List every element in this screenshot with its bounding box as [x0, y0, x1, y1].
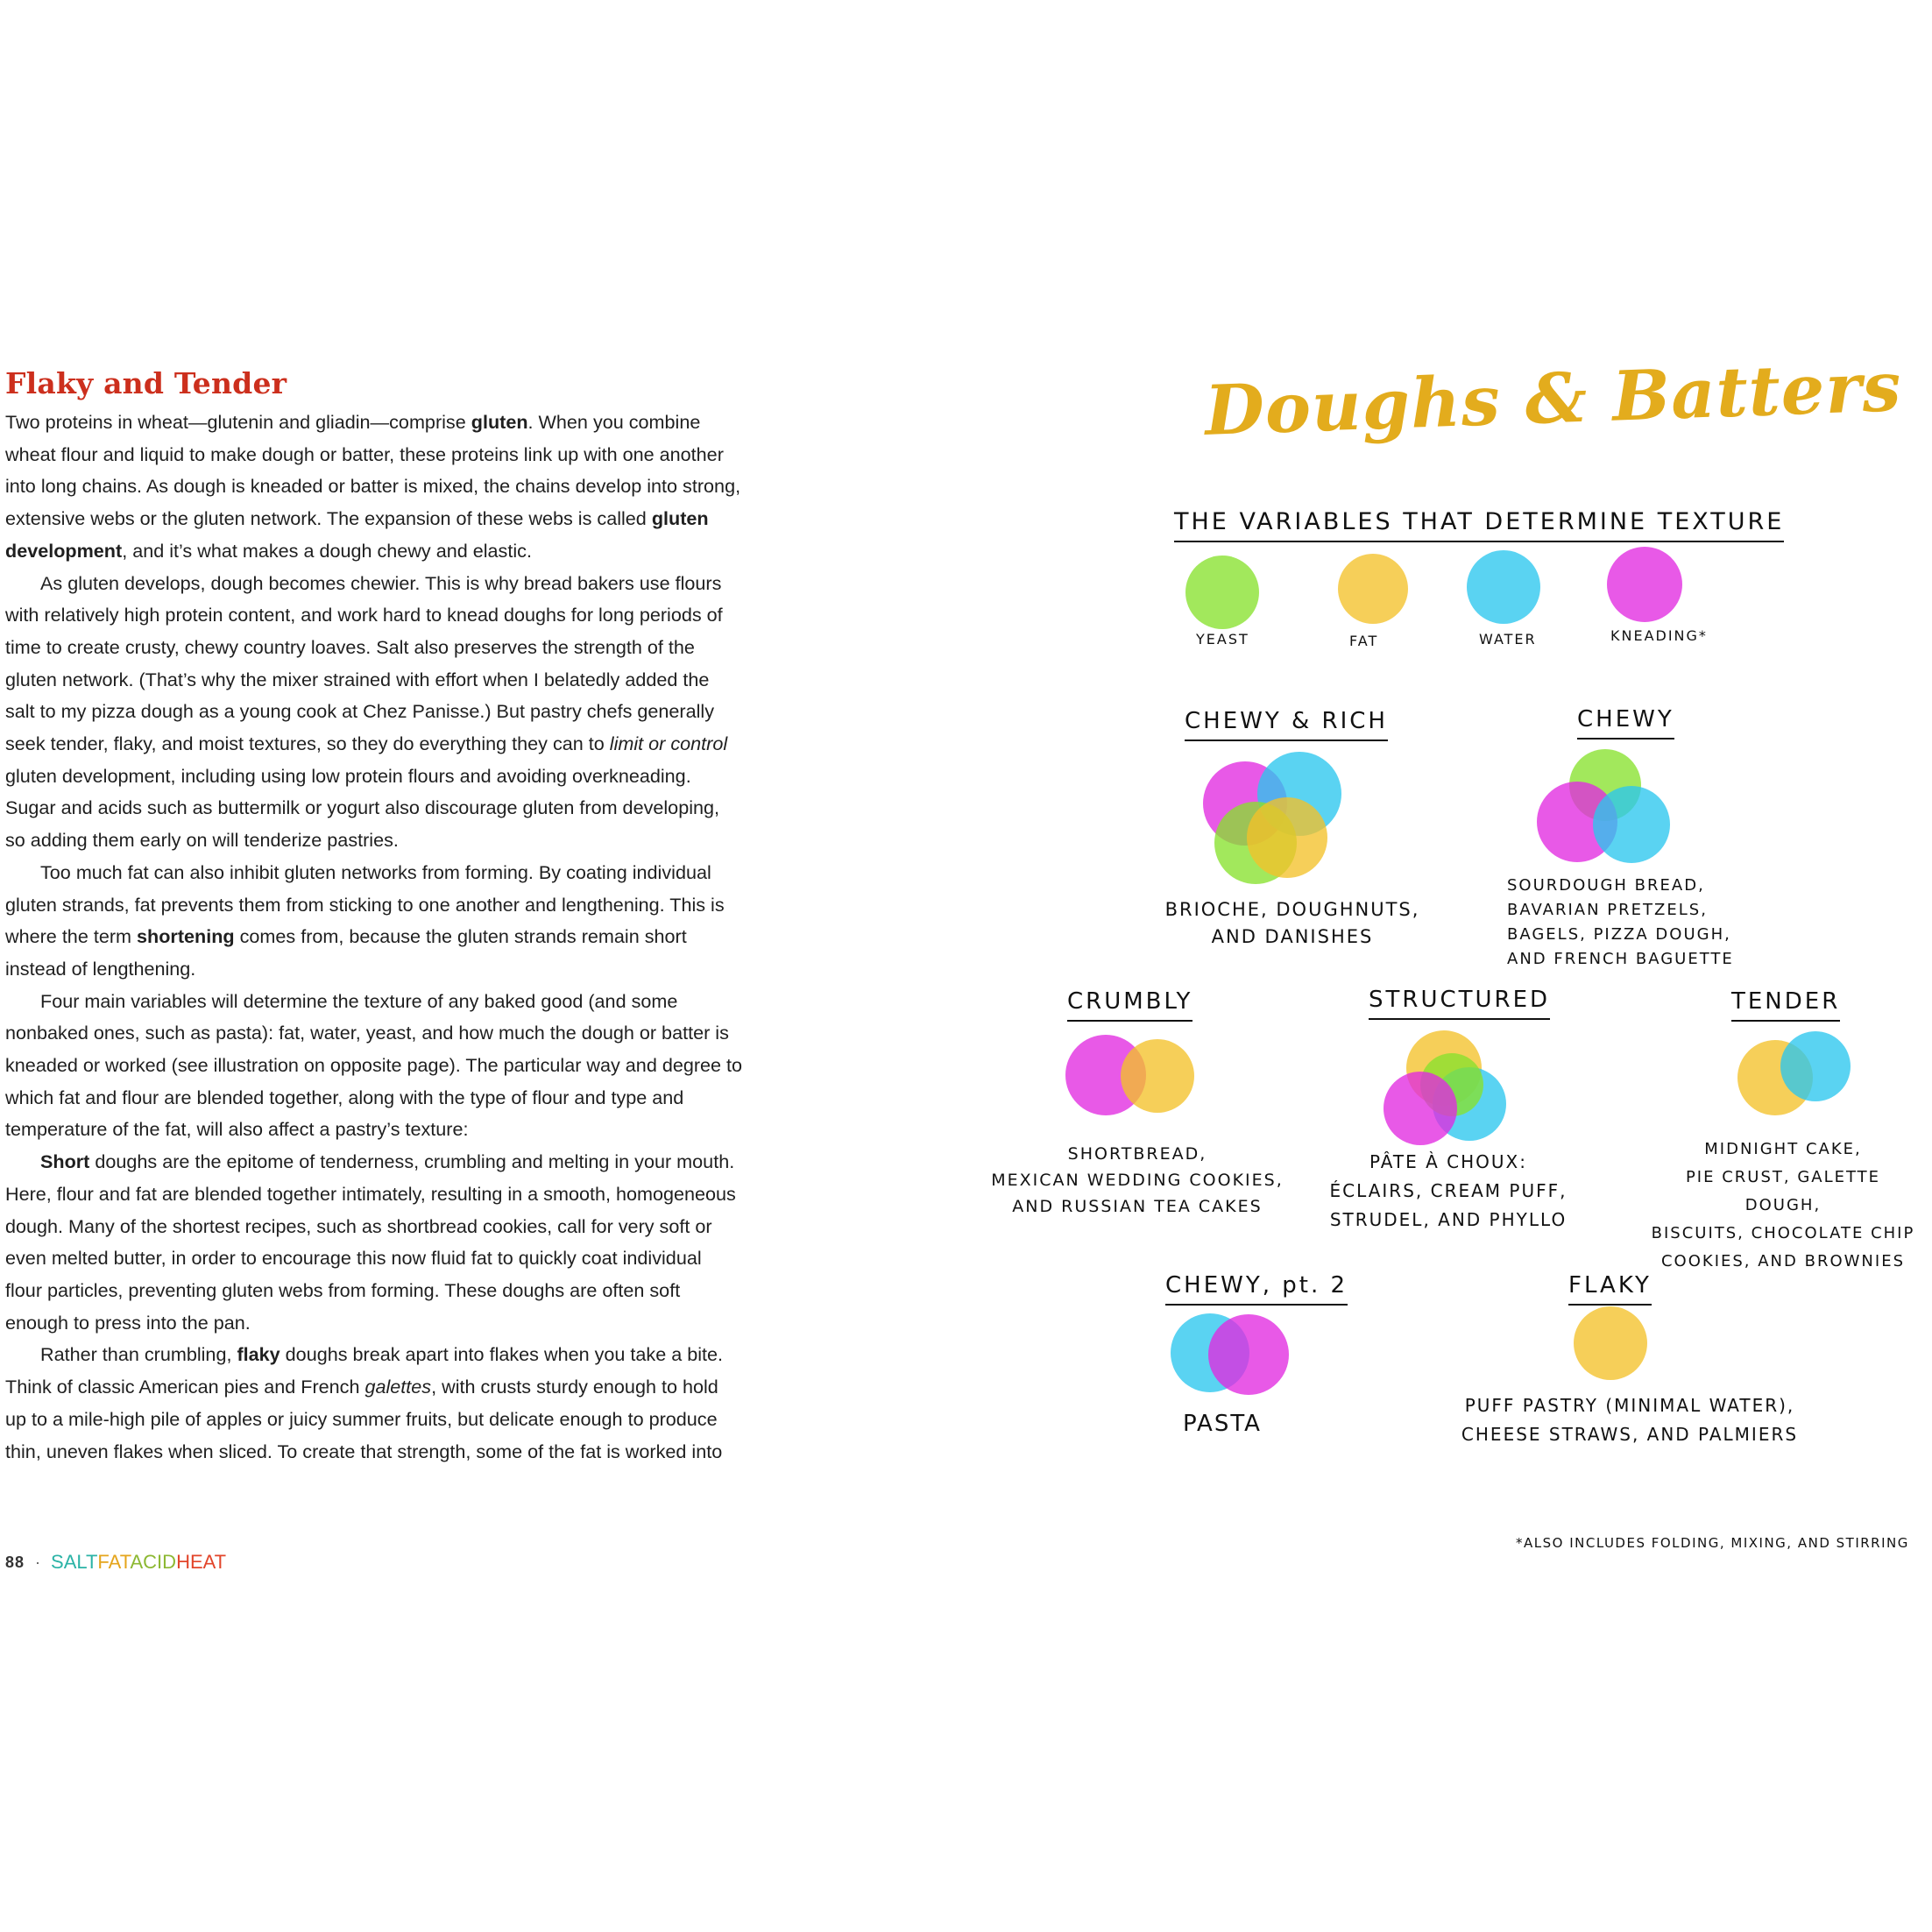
- page-number: 88: [5, 1553, 25, 1571]
- text-run: gluten development, including using low protein flours and avoiding overkneading. Sugar and acids such as buttermilk or yogurt also discourage gluten from developing, so adding them early on will tenderize pastries.: [5, 764, 720, 852]
- brand-salt: SALT: [51, 1551, 98, 1573]
- italic-phrase: galettes: [364, 1376, 432, 1398]
- caption-line: ÉCLAIRS, CREAM PUFF,: [1329, 1180, 1568, 1201]
- caption-line: MIDNIGHT CAKE,: [1704, 1140, 1862, 1158]
- text-run: doughs break apart into flakes when you take a bite. Think of classic American pies and French: [5, 1343, 724, 1398]
- text-run: Four main variables will determine the texture of any baked good (and some nonbaked ones, such as pasta): fat, water, yeast, and how much the dough or batter is kneaded or worked (see illustration on opposite page). The particular way and degree to which fat and flour are blended together, along with the type of flour and type and temperature of the fat, will also affect a pastry’s texture:: [5, 989, 743, 1141]
- bold-term: gluten development: [5, 507, 709, 562]
- caption-line: BISCUITS, CHOCOLATE CHIP: [1651, 1224, 1915, 1242]
- dot-water: [1433, 1067, 1506, 1141]
- caption-line: PASTA: [1183, 1411, 1262, 1437]
- caption-line: BAGELS, PIZZA DOUGH,: [1507, 925, 1731, 944]
- caption-line: COOKIES, AND BROWNIES: [1660, 1252, 1905, 1270]
- caption-chewy-pt2: [1157, 1411, 1288, 1438]
- section-heading: Flaky and Tender: [5, 366, 287, 400]
- dot-water: [1593, 786, 1670, 863]
- bold-term: Short: [40, 1150, 90, 1173]
- text-run: comes from, because the gluten strands remain short instead of lengthening.: [5, 925, 687, 980]
- variable-label-fat: FAT: [1349, 633, 1379, 649]
- body-text: [5, 407, 743, 1468]
- caption-line: MEXICAN WEDDING COOKIES,: [991, 1171, 1284, 1190]
- caption-line: BAVARIAN PRETZELS,: [1507, 901, 1708, 919]
- dot-water: [1780, 1031, 1851, 1101]
- italic-phrase: limit or control: [609, 732, 728, 755]
- paragraph: [5, 1339, 743, 1468]
- group-title-structured: STRUCTURED: [1369, 987, 1550, 1020]
- text-run: As gluten develops, dough becomes chewier. This is why bread bakers use flours with relatively high protein content, and work hard to knead doughs for long periods of time to create crusty, chewy country loaves. Salt also preserves the strength of the gluten network. (That’s why the mixer strained with effort when I belatedly added the salt to my pizza dough as a young cook at Chez Panisse.) But pastry chefs generally seek tender, flaky, and moist textures, so they do everything they can to: [5, 571, 723, 755]
- dot-fat: [1247, 797, 1327, 878]
- dot-fat: [1574, 1306, 1647, 1380]
- paragraph: [5, 407, 743, 568]
- footer-separator: ·: [35, 1553, 41, 1571]
- caption-line: AND DANISHES: [1211, 926, 1374, 947]
- paragraph: [5, 568, 743, 857]
- caption-line: SHORTBREAD,: [1067, 1144, 1207, 1164]
- paragraph: [5, 1146, 743, 1339]
- group-title-chewy-pt2: CHEWY, pt. 2: [1165, 1272, 1348, 1306]
- dot-kneading: [1203, 761, 1287, 846]
- variable-label-water: WATER: [1479, 631, 1537, 648]
- group-title-crumbly: CRUMBLY: [1067, 988, 1192, 1022]
- dot-kneading: [1065, 1035, 1146, 1115]
- caption-line: SOURDOUGH BREAD,: [1507, 876, 1705, 895]
- dot-kneading: [1208, 1314, 1289, 1395]
- variable-label-kneading: KNEADING*: [1610, 627, 1708, 644]
- dot-water: [1467, 550, 1540, 624]
- caption-chewy: [1507, 874, 1787, 972]
- dot-yeast: [1214, 802, 1297, 884]
- caption-structured: [1313, 1148, 1584, 1235]
- text-run: doughs are the epitome of tenderness, crumbling and melting in your mouth. Here, flour and fat are blended together intimately, resulting in a smooth, homogeneous dough. Many of the shortest recipes, such as shortbread cookies, call for very soft or even melted butter, in order to encourage this now fluid fat to quickly coat individual flour particles, preventing gluten webs from forming. These doughs are often soft enough to press into the pan.: [5, 1150, 736, 1334]
- brand-acid: ACID: [130, 1551, 177, 1573]
- dot-kneading: [1537, 782, 1617, 862]
- dot-yeast: [1185, 556, 1259, 629]
- dot-fat: [1406, 1030, 1482, 1106]
- group-title-tender: TENDER: [1731, 988, 1840, 1022]
- footnote: *ALSO INCLUDES FOLDING, MIXING, AND STIRRING: [1516, 1535, 1909, 1551]
- left-page: [5, 366, 743, 1468]
- caption-line: AND FRENCH BAGUETTE: [1507, 950, 1734, 968]
- dot-kneading: [1384, 1072, 1457, 1145]
- text-run: . When you combine wheat flour and liquid to make dough or batter, these proteins link up with one another into long chains. As dough is kneaded or batter is mixed, the chains develop into strong, extensive webs or the gluten network. The expansion of these webs is called: [5, 411, 741, 530]
- caption-crumbly: [988, 1141, 1286, 1220]
- text-run: Too much fat can also inhibit gluten networks from forming. By coating individual gluten strands, fat prevents them from sticking to one another and lengthening. This is where the term: [5, 860, 725, 948]
- text-run: Rather than crumbling,: [40, 1343, 237, 1366]
- caption-line: PÂTE À CHOUX:: [1369, 1151, 1527, 1172]
- dot-yeast: [1420, 1053, 1483, 1116]
- text-run: , with crusts sturdy enough to hold up to a mile-high pile of apples or juicy summer fruits, but delicate enough to produce thin, uneven flakes when sliced. To create that strength, some of the fat is worked into: [5, 1376, 723, 1462]
- caption-line: CHEESE STRAWS, AND PALMIERS: [1461, 1424, 1799, 1445]
- paragraph: [5, 986, 743, 1147]
- caption-flaky: [1437, 1391, 1822, 1449]
- dot-fat: [1737, 1040, 1813, 1115]
- text-run: Two proteins in wheat—glutenin and gliadin—comprise: [5, 411, 471, 433]
- dot-kneading: [1607, 547, 1682, 622]
- illustration-subtitle: THE VARIABLES THAT DETERMINE TEXTURE: [1174, 508, 1784, 542]
- dot-fat: [1121, 1039, 1194, 1113]
- caption-line: PUFF PASTRY (MINIMAL WATER),: [1464, 1395, 1795, 1416]
- book-brand: [51, 1551, 226, 1574]
- caption-tender: [1647, 1136, 1919, 1276]
- dot-yeast: [1569, 749, 1641, 821]
- paragraph: [5, 857, 743, 986]
- text-run: , and it’s what makes a dough chewy and elastic.: [122, 539, 532, 562]
- dot-water: [1257, 752, 1341, 836]
- brand-heat: HEAT: [176, 1551, 227, 1573]
- caption-line: AND RUSSIAN TEA CAKES: [1012, 1197, 1263, 1216]
- bold-term: gluten: [471, 411, 528, 433]
- bold-term: shortening: [137, 925, 235, 948]
- brand-fat: FAT: [97, 1551, 131, 1573]
- caption-line: PIE CRUST, GALETTE DOUGH,: [1685, 1168, 1881, 1214]
- illustration-title: Doughs & Batters: [1203, 347, 1903, 451]
- variable-label-yeast: YEAST: [1196, 631, 1249, 648]
- group-title-flaky: FLAKY: [1568, 1272, 1652, 1306]
- group-title-chewy: CHEWY: [1577, 706, 1674, 740]
- caption-chewy-rich: [1148, 896, 1437, 951]
- caption-line: STRUDEL, AND PHYLLO: [1329, 1209, 1568, 1230]
- dot-fat: [1338, 554, 1408, 624]
- caption-line: BRIOCHE, DOUGHNUTS,: [1164, 899, 1420, 920]
- group-title-chewy-rich: CHEWY & RICH: [1185, 708, 1388, 741]
- page-footer: [5, 1551, 226, 1574]
- dot-water: [1171, 1313, 1249, 1392]
- bold-term: flaky: [237, 1343, 280, 1366]
